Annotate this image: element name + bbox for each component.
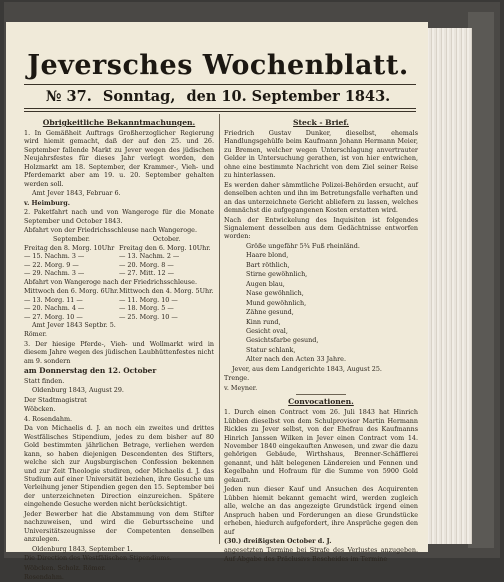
notice-2-name: Römer. xyxy=(24,330,47,339)
schedule-head xyxy=(24,235,214,243)
sched-cell: — 13. Nachm. 2 — xyxy=(119,252,180,261)
sched-cell: — 15. Nachm. 3 — xyxy=(24,252,85,261)
signalement-item: Größe ungefähr 5¾ Fuß rheinländ. xyxy=(246,241,360,250)
convocation-2: Jeden nun dieser Kauf und Ansuchen des Acquirenten Lübben hiemit bekannt gemacht wird, werden zugleich alle, welche an das angezeigte Grundstück irgend einen Anspruch haben und Forderungen an diese Grundstücke erheben, hiedurch aufgefordert, ihre Ansprüche gegen den auf xyxy=(224,485,418,536)
notice-1-sign: Amt Jever 1843, Februar 6. xyxy=(32,189,121,198)
schedule-row xyxy=(24,252,214,260)
convocation-1: 1. Durch einen Contract vom 26. Juli 1843 hat Hinrich Lübben dieselbst von dem Schulprovisor Martin Hermann Rickles zu Jever selbst, von der Ehefrau des Kaufmanns Hinrich Janssen Wilken in Jever einen Contract vom 14. November 1840 eingekauften Anwesen, und zwar die dazu gehörigen Gebäude, Wirthshaus, Brenner-Schäfflerei genannt, und hält belegenen Ländereien und Fennen und Kegelbahn und Hofraum für die Summe von 5900 Gold gekauft. xyxy=(224,408,418,484)
notice-4: Da von Michaelis d. J. an noch ein zweites und drittes Westfälisches Stipendium, jedes zu dem bisher auf 80 Gold bestimmten jährlichen Betrage, verliehen werden kann, so haben diejenigen Descendenten des Stifters, welche sich zur Augsburgischen Confession bekennen und zur Zeit Theologie studiren, oder Michaelis d. J. das Studium auf einer Universität beziehen, ihre Gesuche um Verleihung jener Stipendien gegen den 15. September bei der unterzeichneten Direction einzureichen. Spätere eingehende Gesuche werden nicht berücksichtigt. xyxy=(24,424,214,509)
notice-2-sub: Abfahrt von der Friedrichsschleuse nach Wangeroge. xyxy=(24,226,197,234)
signalement-item: Zähne gesund, xyxy=(246,308,294,317)
section-divider xyxy=(296,394,346,395)
masthead-title: Jeversches Wochenblatt. xyxy=(27,50,409,81)
page-edge xyxy=(424,28,472,544)
newspaper-page xyxy=(6,22,428,581)
sched-cell: — 22. Morg. 9 — xyxy=(24,260,79,269)
signalement-item: Kinn rund, xyxy=(246,317,281,326)
schedule-row xyxy=(24,287,214,295)
sched-cell: — 27. Mitt. 12 — xyxy=(119,269,174,278)
sched-cell: — 20. Nachm. 4 — xyxy=(24,304,85,313)
schedule-row xyxy=(24,269,214,277)
schedule-row xyxy=(24,244,214,252)
notice-4b: Jeder Bewerber hat die Abstammung von dem Stifter nachzuweisen, und wird die Geburtsscheine und Universitätszeugnisse der Competenten denselben anzulegen. xyxy=(24,509,214,544)
signalement-item: Mund gewöhnlich, xyxy=(246,298,307,307)
signalement-item: Augen blau, xyxy=(246,279,285,288)
left-column xyxy=(24,116,214,582)
right-column xyxy=(224,116,418,564)
warrant-1: Friedrich Gustav Dunker, dieselbst, ehemals Handlungsgehülfe beim Kaufmann Johann Hermann Meier, zu Bremen, welcher wegen Unterschlagung anvertrauter Gelder in Untersuchung gerathen, ist von hier entwichen, ohne eine bestimmte Nachricht von dem Ziel seiner Reise zu hinterlassen. xyxy=(224,129,418,180)
convocation-4: angesetzten Termine bei Strafe des Verlustes anzugeben. Auf Abgabe des Präclusivs Bescheides im Termine xyxy=(224,546,418,563)
issue-line xyxy=(16,88,420,105)
signalement-item: Nase gewöhnlich, xyxy=(246,289,304,298)
signalement-item: Alter nach den Acten 33 Jahre. xyxy=(246,355,346,364)
notice-3-end: Statt finden. xyxy=(24,377,65,386)
warrant-sign: Jever, aus dem Landgerichte 1843, August 25. xyxy=(232,364,382,373)
notice-4-sign: Oldenburg 1843, September 1. xyxy=(32,544,133,553)
issue-number: № 37. xyxy=(45,88,92,105)
notice-1: 1. In Gemäßheit Auftrags Großherzoglicher Regierung wird hiemit gemacht, daß der auf den 25. und 26. September fallende Markt zu Jever wegen des jüdischen Neujahrsfestes für dieses Jahr verlegt worden, den Holzmarkt am 18. September, der Krammer-, Vieh- und Pferdemarkt aber am 19. u. 20. September gehalten werden soll. xyxy=(24,129,214,188)
sched-cell: Mittwoch den 4. Morg. 5Uhr. xyxy=(119,287,214,296)
issue-rule-bottom xyxy=(24,111,416,112)
notice-3: 3. Der hiesige Pferde-, Vieh- und Wollmarkt wird in diesem Jahre wegen des jüdischen Laubhüttenfestes nicht am 9. sondern xyxy=(24,339,214,365)
notice-2-sign: Amt Jever 1843 Septbr. 5. xyxy=(32,320,116,329)
notice-3-name: Wöbcken. xyxy=(24,405,56,414)
signalement-list xyxy=(224,242,418,364)
heading-warrant: Steck - Brief. xyxy=(293,118,349,127)
notice-2-title: 2. Paketfahrt nach und von Wangeroge für die Monate September und October 1843. xyxy=(24,208,214,225)
sched-cell: Freitag den 6. Morg. 10Uhr. xyxy=(119,243,211,252)
notice-4-end: Rosendahm. xyxy=(24,572,64,581)
book xyxy=(4,2,500,581)
notice-3-org: Der Stadtmagistrat xyxy=(24,395,87,404)
notice-4-org: Die Direction des Westfälischen Stipendiums. xyxy=(24,554,172,563)
notice-1-name: v. Heimburg. xyxy=(24,198,70,207)
signalement-item: Statur schlank, xyxy=(246,345,296,354)
signalement-item: Gesichtsfarbe gesund, xyxy=(246,336,319,345)
warrant-sign2: Trenge. xyxy=(224,374,250,383)
sched-cell: — 27. Morg. 10 — xyxy=(24,312,83,321)
warrant-name: v. Meyner. xyxy=(224,383,258,392)
schedule-row xyxy=(24,313,214,321)
sched-cell: — 25. Morg. 10 — xyxy=(119,312,178,321)
warrant-2: Es werden daher sämmtliche Polizei-Behörden ersucht, auf denselben achten und ihn im Betretungsfalle verhaften und an das unterzeichnete Gericht abliefern zu lassen, welches demnächst die aufgegangenen Kosten erstatten wird. xyxy=(224,180,418,215)
issue-day: Sonntag, xyxy=(102,88,176,105)
signalement-item: Gesicht oval, xyxy=(246,326,288,335)
sched-cell: Mittwoch den 6. Morg. 6Uhr. xyxy=(24,287,119,296)
schedule-row xyxy=(24,304,214,312)
signalement-item: Bart röthlich, xyxy=(246,260,290,269)
notice-3-sign: Oldenburg 1843, August 29. xyxy=(32,386,124,395)
sched-head-oct: October. xyxy=(152,235,181,244)
notice-4-names: Wöbcken. Scholz. Römer. xyxy=(24,563,106,572)
issue-date: den 10. September 1843. xyxy=(186,88,391,105)
sched-cell: — 11. Morg. 10 — xyxy=(119,295,178,304)
issue-rule-top xyxy=(24,108,416,109)
column-divider xyxy=(219,114,220,544)
masthead-rule xyxy=(24,84,416,85)
sched-cell: — 18. Morg. 5 — xyxy=(119,304,174,313)
signalement-item: Stirne gewöhnlich, xyxy=(246,270,308,279)
sched-cell: Freitag den 8. Morg. 10Uhr xyxy=(24,243,115,252)
heading-official: Obrigkeitliche Bekanntmachungen. xyxy=(42,118,196,127)
sched-cell: — 13. Morg. 11 — xyxy=(24,295,83,304)
sched-cell: — 29. Nachm. 3 — xyxy=(24,269,85,278)
schedule-row xyxy=(24,261,214,269)
schedule-row xyxy=(24,296,214,304)
warrant-3: Nach der Entwickelung des Inquisiten ist folgendes Signalement desselben aus dem Gedächtnisse entworfen worden: xyxy=(224,215,418,241)
notice-2-sub2: Abfahrt von Wangeroge nach der Friedrichsschleuse. xyxy=(24,277,197,286)
convocation-3: (30.) dreißigsten October d. J. xyxy=(224,536,332,545)
notice-3-date: am Donnerstag den 12. October xyxy=(24,366,157,376)
notice-4-head: 4. Rosendahm. xyxy=(24,414,73,423)
heading-convocation: Convocationen. xyxy=(288,397,354,407)
sched-cell: — 20. Morg. 8 — xyxy=(119,260,174,269)
sched-head-sep: September. xyxy=(53,235,90,244)
signalement-item: Haare blond, xyxy=(246,251,289,260)
